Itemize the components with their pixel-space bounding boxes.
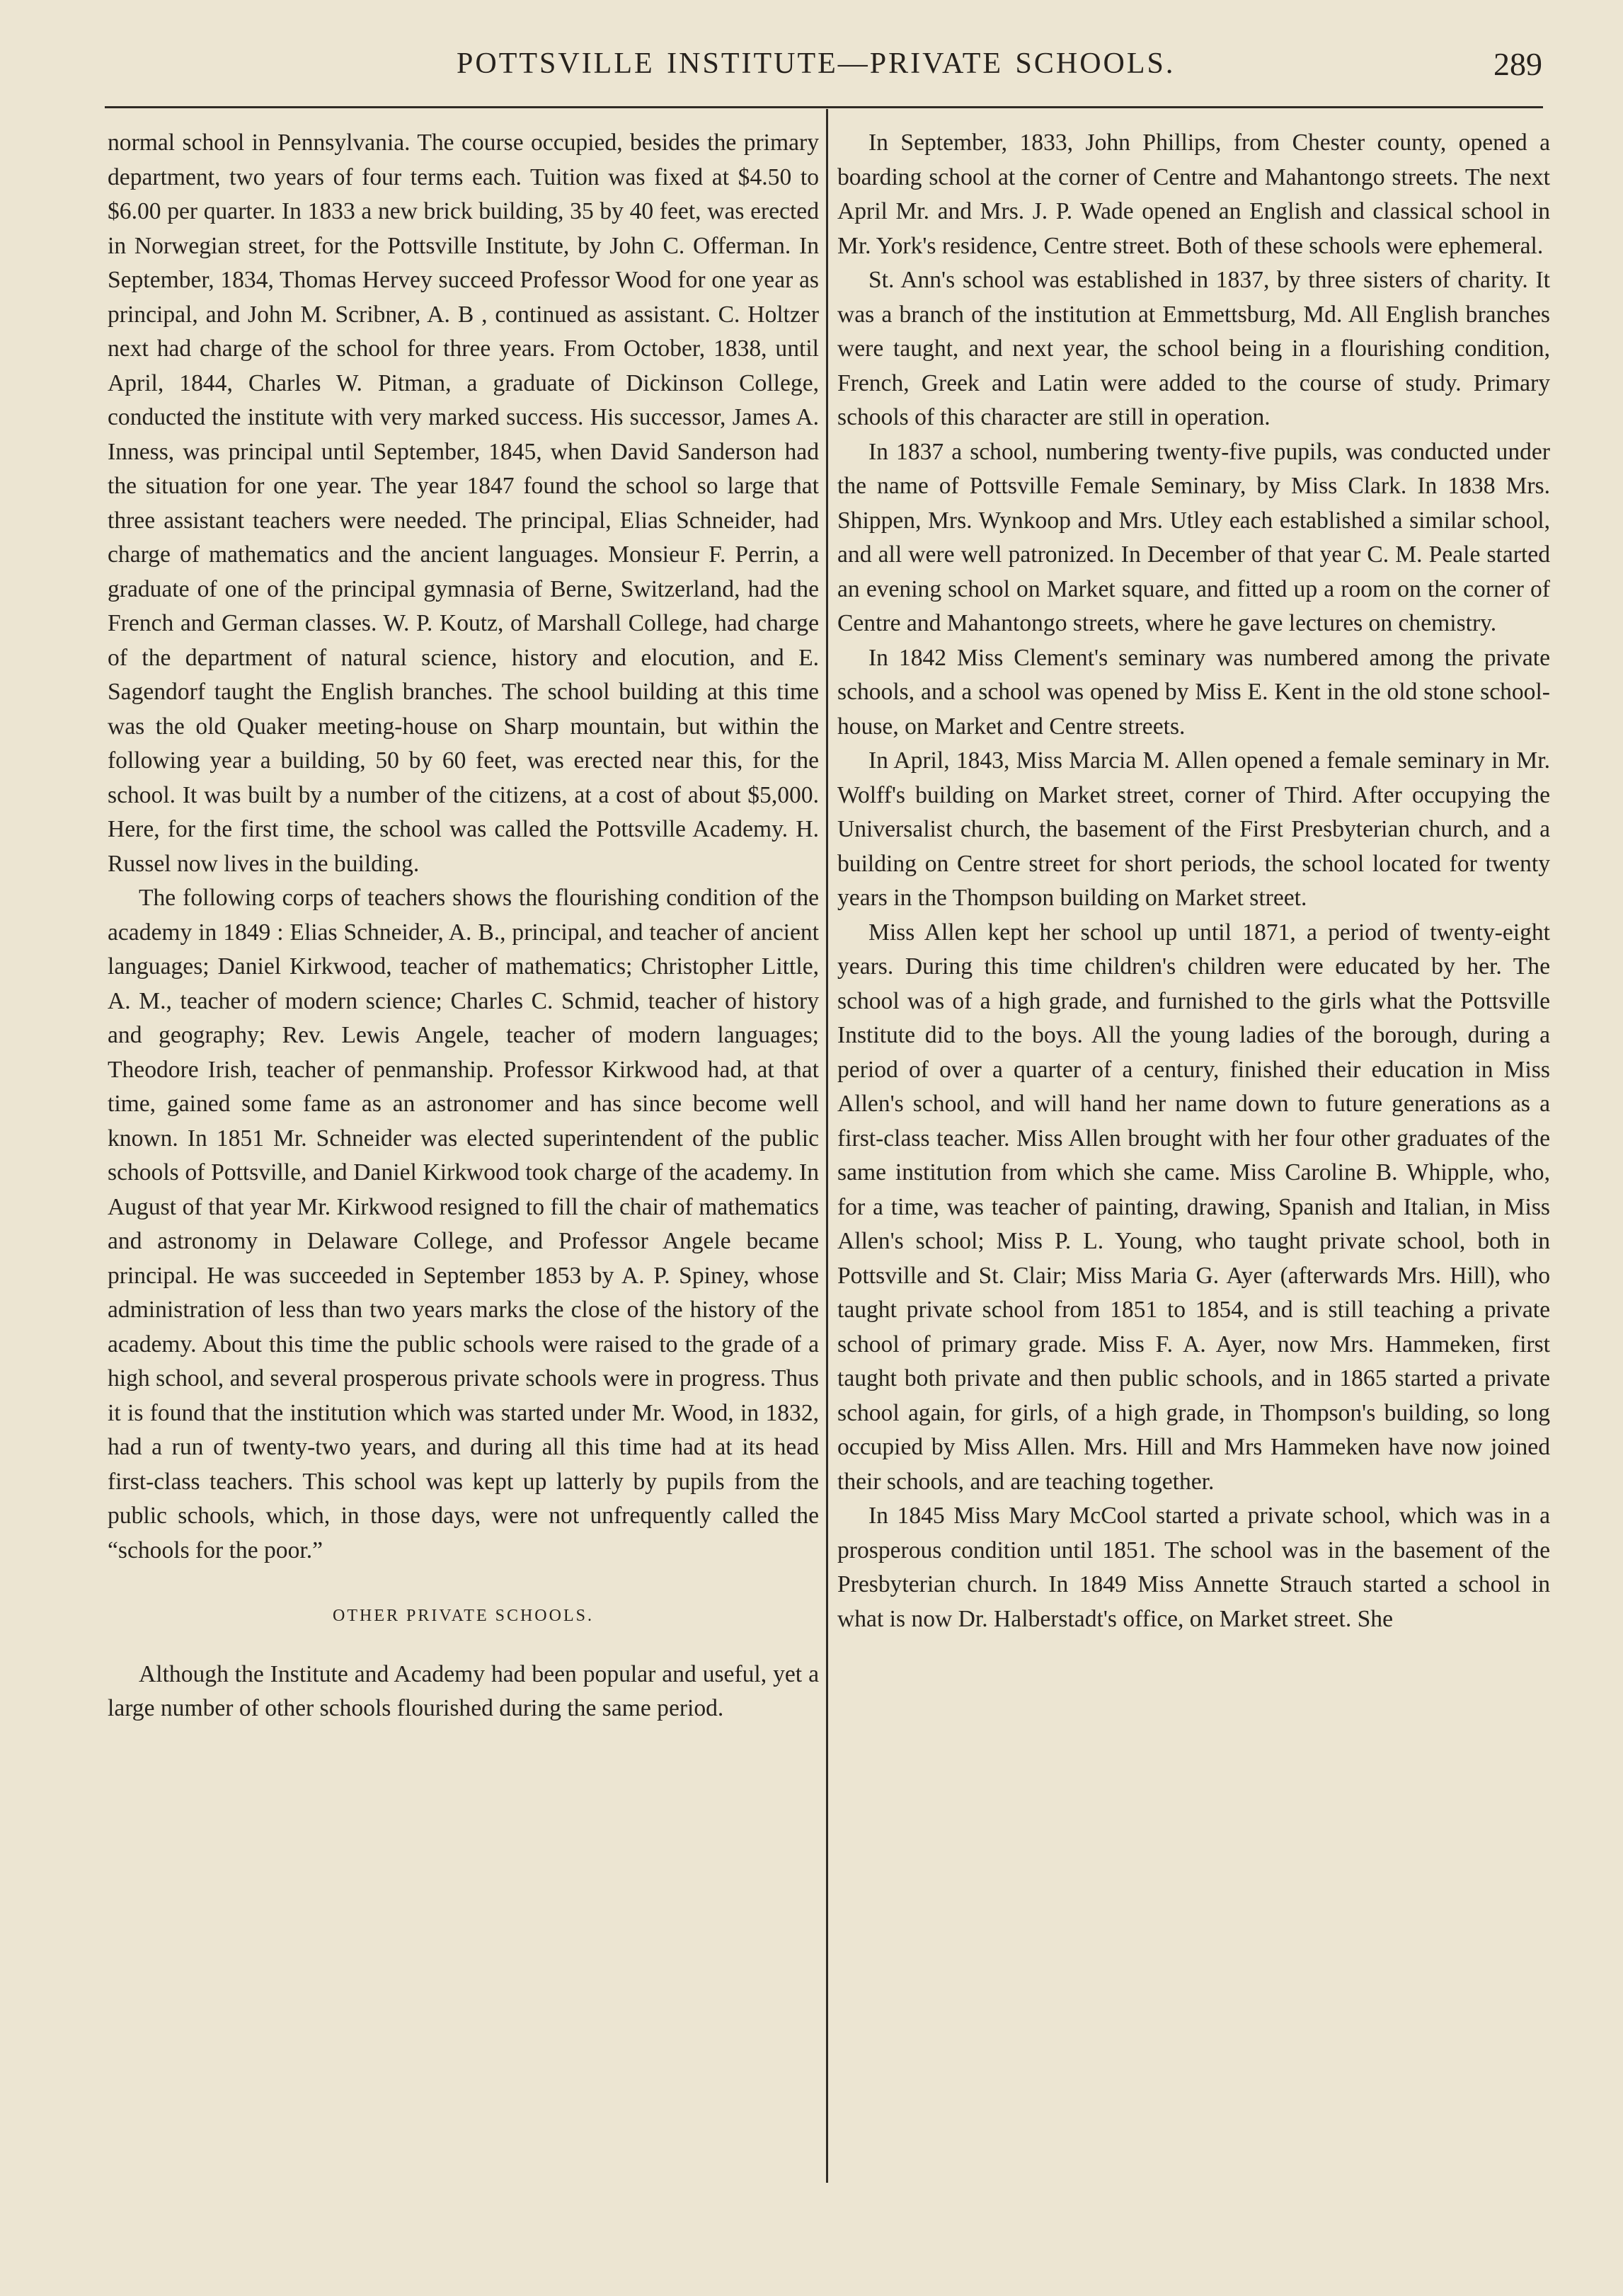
- paragraph: In 1842 Miss Clement's seminary was numbered among the private schools, and a school was opened by Miss E. Kent in the old stone school-house, on Market and Centre streets.: [837, 644, 1550, 740]
- paragraph: In April, 1843, Miss Marcia M. Allen opened a female seminary in Mr. Wolff's building on Market street, corner of Third. After occupying the Universalist church, the basement of the First Presbyterian church, and a building on Centre street for short periods, the school located for twenty years in the Thompson building on Market street.: [837, 747, 1550, 911]
- page-number: 289: [1493, 46, 1542, 82]
- left-column: [108, 126, 819, 1726]
- running-head: [0, 47, 1623, 91]
- section-heading: OTHER PRIVATE SCHOOLS.: [333, 1607, 594, 1625]
- header-rule: [105, 106, 1543, 108]
- paragraph: In 1837 a school, numbering twenty-five pupils, was conducted under the name of Pottsville Female Seminary, by Miss Clark. In 1838 Mrs. Shippen, Mrs. Wynkoop and Mrs. Utley each established a similar school, and all were well patronized. In December of that year C. M. Peale started an evening school on Market square, and fitted up a room on the corner of Centre and Mahantongo streets, where he gave lectures on chemistry.: [837, 438, 1550, 636]
- paragraph: The following corps of teachers shows the flourishing condition of the academy in 1849 : Elias Schneider, A. B., principal, and teacher of ancient languages; Daniel Kirkwood, teacher of mathematics; Christopher Little, A. M., teacher of modern science; Charles C. Schmid, teacher of history and geography; Rev. Lewis Angele, teacher of modern languages; Theodore Irish, teacher of penmanship. Professor Kirkwood had, at that time, gained some fame as an astronomer and has since become well known. In 1851 Mr. Schneider was elected superintendent of the public schools of Pottsville, and Daniel Kirkwood took charge of the academy. In August of that year Mr. Kirkwood resigned to fill the chair of mathematics and astronomy in Delaware College, and Professor Angele became principal. He was succeeded in September 1853 by A. P. Spiney, whose administration of less than two years marks the close of the history of the academy. About this time the public schools were raised to the grade of a high school, and several prosperous private schools were in progress. Thus it is found that the institution which was started under Mr. Wood, in 1832, had a run of twenty-two years, and during all this time had at its head first-class teachers. This school was kept up latterly by pupils from the public schools, which, in those days, were not unfrequently called the “schools for the poor.”: [108, 885, 819, 1563]
- right-column: [837, 126, 1550, 1636]
- column-divider: [826, 109, 828, 2183]
- paragraph: St. Ann's school was established in 1837, by three sisters of charity. It was a branch of the institution at Emmettsburg, Md. All English branches were taught, and next year, the school being in a flourishing condition, French, Greek and Latin were added to the course of study. Primary schools of this character are still in operation.: [837, 267, 1550, 430]
- paragraph: Miss Allen kept her school up until 1871, a period of twenty-eight years. During this time children's children were educated by her. The school was of a high grade, and furnished to the girls what the Pottsville Institute did to the boys. All the young ladies of the borough, during a period of over a quarter of a century, finished their education in Miss Allen's school, and will hand her name down to future generations as a first-class teacher. Miss Allen brought with her four other graduates of the same institution from which she came. Miss Caroline B. Whipple, who, for a time, was teacher of painting, drawing, Spanish and Italian, in Miss Allen's school; Miss P. L. Young, who taught private school, both in Pottsville and St. Clair; Miss Maria G. Ayer (afterwards Mrs. Hill), who taught private school from 1851 to 1854, and is still teaching a private school of primary grade. Miss F. A. Ayer, now Mrs. Hammeken, first taught both private and then public schools, and in 1865 started a private school again, for girls, of a high grade, in Thompson's building, so long occupied by Miss Allen. Mrs. Hill and Mrs Hammeken have now joined their schools, and are teaching together.: [837, 919, 1550, 1495]
- paragraph: In 1845 Miss Mary McCool started a private school, which was in a prosperous condition until 1851. The school was in the basement of the Presbyterian church. In 1849 Miss Annette Strauch started a school in what is now Dr. Halberstadt's office, on Market street. She: [837, 1503, 1550, 1632]
- paragraph: Although the Institute and Academy had been popular and useful, yet a large number of other schools flourished during the same period.: [108, 1660, 819, 1721]
- paragraph: In September, 1833, John Phillips, from Chester county, opened a boarding school at the corner of Centre and Mahantongo streets. The next April Mr. and Mrs. J. P. Wade opened an English and classical school in Mr. York's residence, Centre street. Both of these schools were ephemeral.: [837, 130, 1550, 259]
- page-title: POTTSVILLE INSTITUTE—PRIVATE SCHOOLS.: [457, 47, 1176, 80]
- paragraph: normal school in Pennsylvania. The course occupied, besides the primary department, two years of four terms each. Tuition was fixed at $4.50 to $6.00 per quarter. In 1833 a new brick building, 35 by 40 feet, was erected in Norwegian street, for the Pottsville Institute, by John C. Offerman. In September, 1834, Thomas Hervey succeed Professor Wood for one year as principal, and John M. Scribner, A. B , continued as assistant. C. Holtzer next had charge of the school for three years. From October, 1838, until April, 1844, Charles W. Pitman, a graduate of Dickinson College, conducted the institute with very marked success. His successor, James A. Inness, was principal until September, 1845, when David Sanderson had the situation for one year. The year 1847 found the school so large that three assistant teachers were needed. The principal, Elias Schneider, had charge of mathematics and the ancient languages. Monsieur F. Perrin, a graduate of one of the principal gymnasia of Berne, Switzerland, had the French and German classes. W. P. Koutz, of Marshall College, had charge of the department of natural science, history and elocution, and E. Sagendorf taught the English branches. The school building at this time was the old Quaker meeting-house on Sharp mountain, but within the following year a building, 50 by 60 feet, was erected near this, for the school. It was built by a number of the citizens, at a cost of about $5,000. Here, for the first time, the school was called the Pottsville Academy. H. Russel now lives in the building.: [108, 130, 819, 877]
